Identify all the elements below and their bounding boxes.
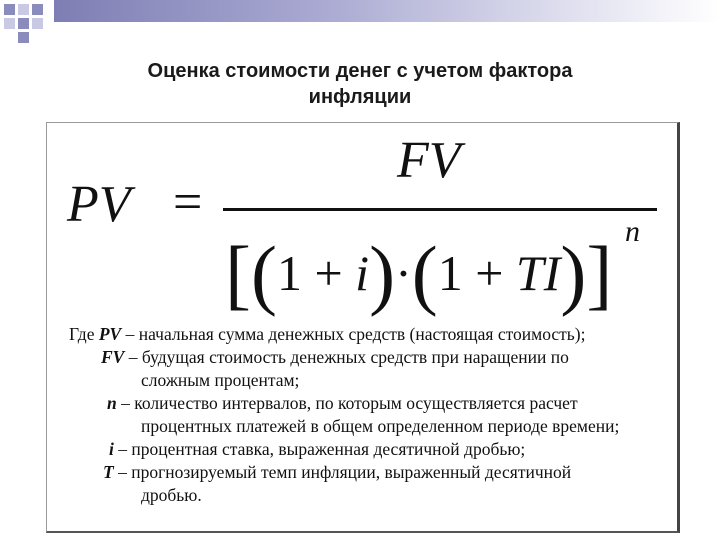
deco-square	[32, 4, 43, 15]
title-line-2: инфляции	[308, 86, 412, 108]
legend-row-t	[69, 461, 669, 484]
legend-text: – начальная сумма денежных средств (настоящая стоимость);	[121, 324, 586, 344]
title-line-1: Оценка стоимости денег с учетом фактора	[147, 60, 573, 82]
formula-equals: =	[173, 174, 203, 231]
formula-numerator: FV	[397, 132, 461, 189]
deco-square	[18, 18, 29, 29]
legend-text: – процентная ставка, выраженная десятичной дробью;	[113, 439, 526, 459]
legend-row-fv	[69, 346, 669, 369]
deco-square	[32, 18, 43, 29]
legend-text: – количество интервалов, по которым осуществляется расчет	[116, 393, 578, 413]
den-i: i	[355, 245, 370, 301]
slide-title	[0, 58, 720, 110]
fraction-bar	[223, 208, 657, 211]
symbol-i: i	[109, 439, 114, 459]
deco-square	[4, 4, 15, 15]
symbol-t: T	[103, 462, 114, 482]
den-one-a: 1 +	[276, 245, 356, 301]
deco-square	[4, 18, 15, 29]
formula-panel	[46, 122, 680, 533]
legend-row-t-cont: дробью.	[141, 485, 202, 505]
legend-row-fv-cont: сложным процентам;	[141, 370, 300, 390]
legend-text: – будущая стоимость денежных средств при наращении по	[124, 347, 569, 367]
den-dot: ·	[395, 245, 412, 301]
deco-square	[18, 4, 29, 15]
header-gradient-bar	[54, 0, 720, 22]
symbol-fv: FV	[101, 347, 125, 367]
den-one-b: 1 +	[437, 245, 516, 301]
symbol-pv: PV	[98, 324, 122, 344]
legend-prefix: Где	[69, 324, 99, 344]
formula-denominator: [(1 + i)·(1 + TI)]	[225, 230, 613, 317]
formula-exponent: n	[625, 215, 640, 248]
legend-row-pv	[69, 323, 669, 346]
symbol-n: n	[107, 393, 117, 413]
deco-square	[18, 32, 29, 43]
legend-row-n-cont: процентных платежей в общем определенном периоде времени;	[141, 416, 620, 436]
den-ti: TI	[515, 245, 561, 301]
formula-lhs: PV	[67, 176, 131, 233]
legend-row-n	[69, 392, 669, 415]
legend-row-i	[69, 438, 669, 461]
legend	[69, 323, 669, 507]
legend-text: – прогнозируемый темп инфляции, выраженный десятичной	[113, 462, 572, 482]
